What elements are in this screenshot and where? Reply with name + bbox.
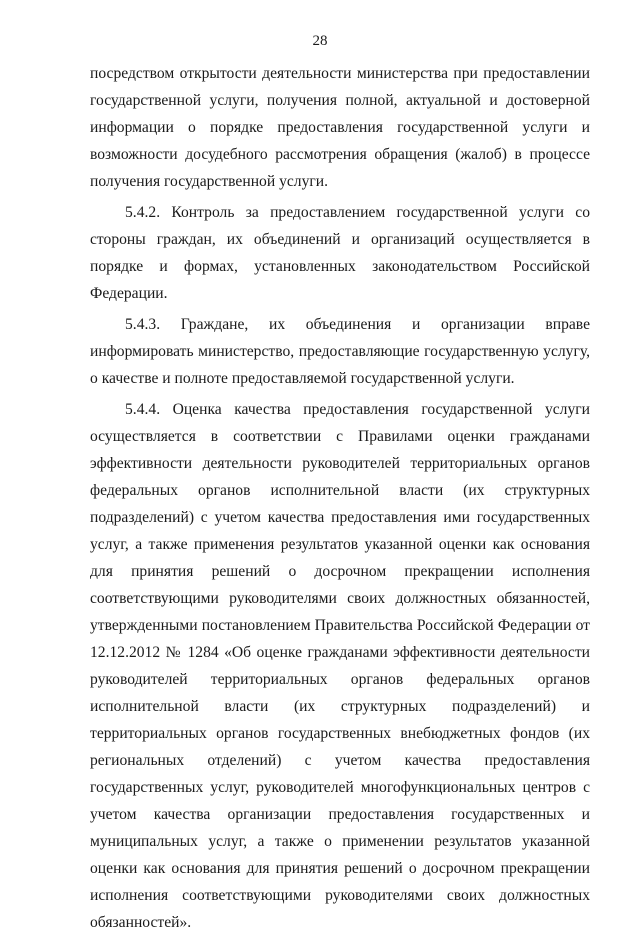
- document-body: [90, 60, 590, 936]
- page-number: 28: [312, 33, 328, 49]
- paragraph-continuation: посредством открытости деятельности министерства при предоставлении государственной услуги, получения полной, актуальной и достоверной информации о порядке предоставления государственной услуги и возможности досудебного рассмотрения обращения (жалоб) в процессе получения государственной услуги.: [90, 65, 590, 190]
- paragraph-5-4-2: 5.4.2. Контроль за предоставлением государственной услуги со стороны граждан, их объединений и организаций осуществляется в порядке и формах, установленных законодательством Российской Федерации.: [90, 204, 590, 302]
- paragraph-5-4-3: 5.4.3. Граждане, их объединения и организации вправе информировать министерство, предоставляющие государственную услугу, о качестве и полноте предоставляемой государственной услуги.: [90, 316, 590, 387]
- paragraph-5-4-4: 5.4.4. Оценка качества предоставления государственной услуги осуществляется в соответствии с Правилами оценки гражданами эффективности деятельности руководителей территориальных органов федеральных органов исполнительной власти (их структурных подразделений) с учетом качества предоставления ими государственных услуг, а также применения результатов указанной оценки как основания для принятия решений о досрочном прекращении исполнения соответствующими руководителями своих должностных обязанностей, утвержденными постановлением Правительства Российской Федерации от 12.12.2012 № 1284 «Об оценке гражданами эффективности деятельности руководителей территориальных органов федеральных органов исполнительной власти (их структурных подразделений) и территориальных органов государственных внебюджетных фондов (их региональных отделений) с учетом качества предоставления государственных услуг, руководителей многофункциональных центров с учетом качества организации предоставления государственных и муниципальных услуг, а также о применении результатов указанной оценки как основания для принятия решений о досрочном прекращении исполнения соответствующими руководителями своих должностных обязанностей».: [90, 401, 590, 931]
